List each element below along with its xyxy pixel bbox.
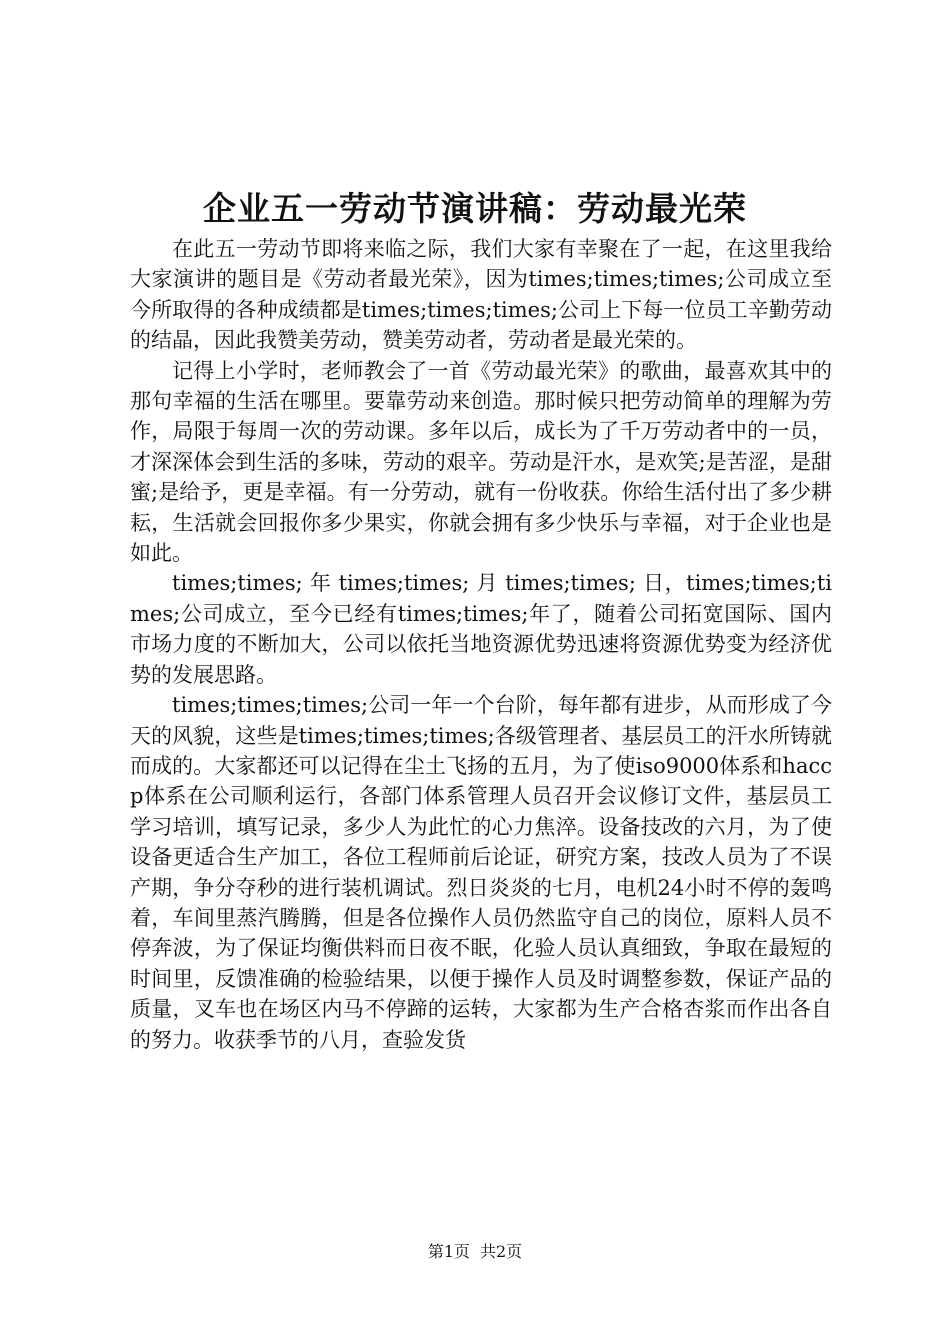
paragraph-intro: 在此五一劳动节即将来临之际，我们大家有幸聚在了一起，在这里我给大家演讲的题目是《劳动者最光荣》，因为times;times;times;公司成立至今所取得的各种成绩都是times;times;times;公司上下每一位员工辛勤劳动的结晶，因此我赞美劳动，赞美劳动者，劳动者是最光荣的。 bbox=[130, 237, 832, 353]
page-number: 第1页 bbox=[427, 1242, 470, 1261]
paragraph-company-progress: times;times;times;公司一年一个台阶，每年都有进步，从而形成了今天的风貌，这些是times;times;times;各级管理者、基层员工的汗水所铸就而成的。大家都还可以记得在尘土飞扬的五月，为了使iso9000体系和haccp体系在公司顺利运行，各部门体系管理人员召开会议修订文件，基层员工学习培训，填写记录，多少人为此忙的心力焦淬。设备技改的六月，为了使设备更适合生产加工，各位工程师前后论证，研究方案，技改人员为了不误产期，争分夺秒的进行装机调试。烈日炎炎的七月，电机24小时不停的轰鸣着，车间里蒸汽腾腾，但是各位操作人员仍然监守自己的岗位，原料人员不停奔波，为了保证均衡供料而日夜不眠，化验人员认真细致，争取在最短的时间里，反馈准确的检验结果，以便于操作人员及时调整参数，保证产品的质量，叉车也在场区内马不停蹄的运转，大家都为生产合格杏浆而作出各自的努力。收获季节的八月，查验发货 bbox=[130, 693, 832, 1052]
paragraph-company-founding: times;times; 年 times;times; 月 times;times; 日，times;times;times;公司成立，至今已经有times;times;年了，随着公司拓宽国际、国内市场力度的不断加大，公司以依托当地资源优势迅速将资源优势变为经济优势的发展思路。 bbox=[130, 571, 832, 687]
document-title: 企业五一劳动节演讲稿：劳动最光荣 bbox=[203, 189, 747, 228]
page-total: 共2页 bbox=[480, 1242, 523, 1261]
document-body bbox=[130, 234, 832, 1055]
page-footer bbox=[0, 1240, 950, 1264]
paragraph-childhood-song: 记得上小学时，老师教会了一首《劳动最光荣》的歌曲，最喜欢其中的那句幸福的生活在哪里。要靠劳动来创造。那时候只把劳动简单的理解为劳作，局限于每周一次的劳动课。多年以后，成长为了千万劳动者中的一员，才深深体会到生活的多味，劳动的艰辛。劳动是汗水，是欢笑;是苦涩，是甜蜜;是给予，更是幸福。有一分劳动，就有一份收获。你给生活付出了多少耕耘，生活就会回报你多少果实，你就会拥有多少快乐与幸福，对于企业也是如此。 bbox=[130, 358, 832, 566]
